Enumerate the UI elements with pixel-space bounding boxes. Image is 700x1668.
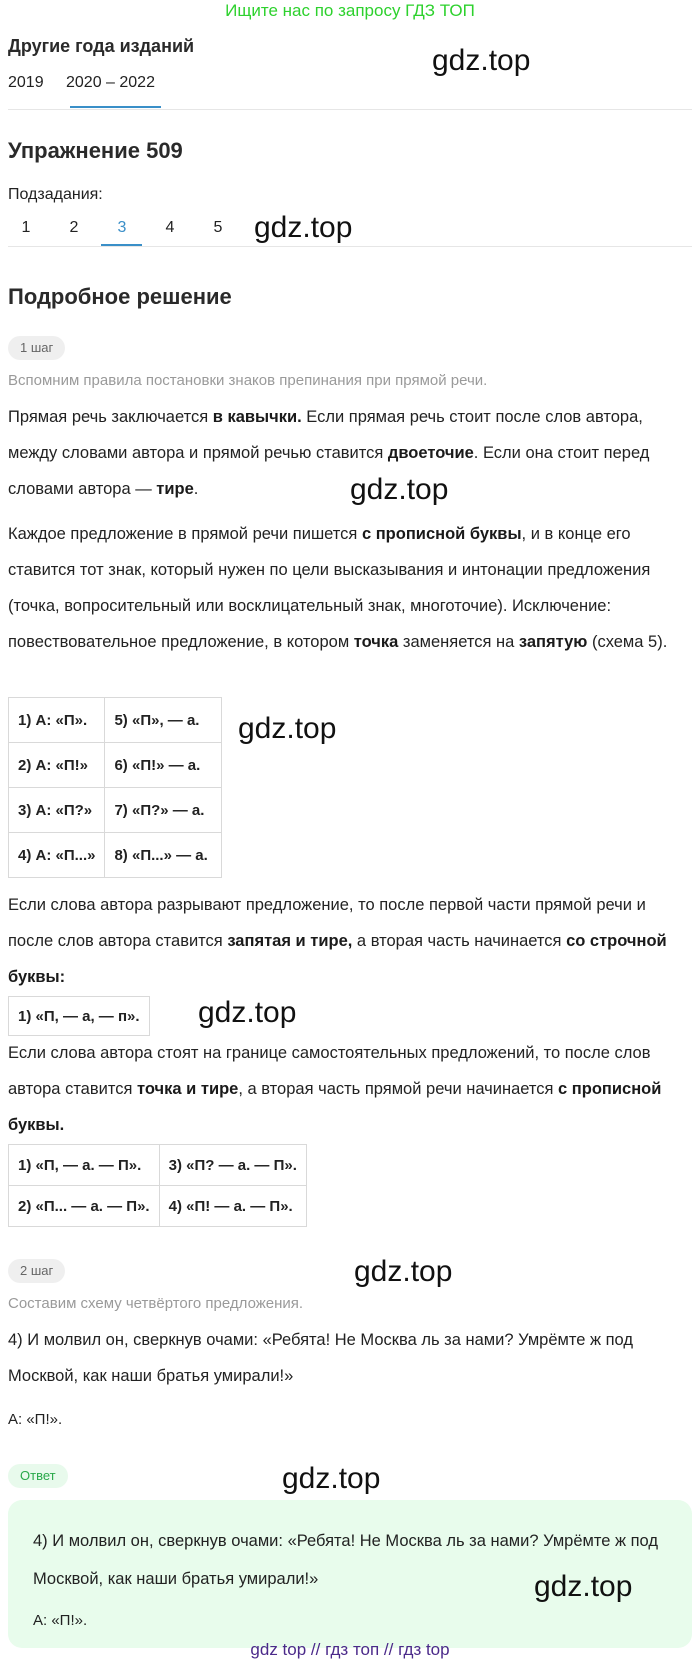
watermark: gdz.top [282, 1462, 381, 1495]
subtask-2[interactable]: 2 [69, 219, 79, 236]
schema-cell: 1) «П, — а. — П». [9, 1145, 160, 1186]
paragraph: Прямая речь заключается в кавычки. Если прямая речь стоит после слов автора, между словами автора и прямой речью ставится двоеточие. Если она стоит перед словами автора — тире. [8, 408, 650, 498]
schema-cell: 1) А: «П». [9, 698, 105, 743]
schema-cell: 5) «П», — а. [105, 698, 222, 743]
watermark: gdz.top [350, 473, 449, 506]
search-banner: Ищите нас по запросу ГДЗ ТОП [225, 1, 475, 20]
schema-cell: 8) «П...» — а. [105, 833, 222, 878]
watermark: gdz.top [254, 211, 353, 244]
watermark: gdz.top [238, 712, 337, 745]
watermark: gdz.top [198, 996, 297, 1029]
subtasks-label: Подзадания: [8, 186, 103, 203]
active-edition-indicator [70, 106, 161, 108]
schema-cell: 1) «П, — а, — п». [9, 997, 150, 1036]
schema-cell: 4) А: «П...» [9, 833, 105, 878]
editions-tabs [8, 74, 208, 98]
answer-badge: Ответ [8, 1464, 68, 1488]
schema-table [8, 1144, 307, 1227]
subtask-3[interactable]: 3 [117, 219, 127, 236]
schema-table [8, 996, 150, 1036]
step-badge: 2 шаг [8, 1259, 65, 1283]
schema-cell: 2) «П... — а. — П». [9, 1186, 160, 1227]
watermark: gdz.top [534, 1570, 633, 1603]
paragraph: Каждое предложение в прямой речи пишется с прописной буквы, и в конце его ставится тот знак, который нужен по цели высказывания и интонации предложения (точка, вопросительный или восклицательный знак, многоточие). Исключение: повествовательное предложение, в котором точка заменяется на запятую (схема 5). [8, 525, 668, 651]
step-hint: Вспомним правила постановки знаков препинания при прямой речи. [8, 372, 488, 389]
paragraph: Если слова автора разрывают предложение, то после первой части прямой речи и после слов автора ставится запятая и тире, а вторая часть начинается со строчной буквы: [8, 896, 667, 986]
schema-cell: 7) «П?» — а. [105, 788, 222, 833]
schema-cell: 2) А: «П!» [9, 743, 105, 788]
sentence-scheme: А: «П!». [8, 1411, 63, 1428]
exercise-title: Упражнение 509 [8, 138, 183, 163]
subtask-4[interactable]: 4 [165, 219, 175, 236]
tab-year-2019[interactable]: 2019 [8, 74, 44, 91]
step-hint: Составим схему четвёртого предложения. [8, 1295, 304, 1312]
editions-title: Другие года изданий [8, 36, 195, 56]
schema-cell: 3) А: «П?» [9, 788, 105, 833]
subtask-5[interactable]: 5 [213, 219, 223, 236]
schema-cell: 3) «П? — а. — П». [159, 1145, 306, 1186]
answer-sentence: 4) И молвил он, сверкнув очами: «Ребята! Не Москва ль за нами? Умрёмте ж под Москвой, как наши братья умирали!» [33, 1532, 659, 1588]
schema-cell: 4) «П! — а. — П». [159, 1186, 306, 1227]
watermark: gdz.top [432, 44, 531, 77]
paragraph: 4) И молвил он, сверкнув очами: «Ребята! Не Москва ль за нами? Умрёмте ж под Москвой, как наши братья умирали!» [8, 1331, 634, 1385]
answer-scheme: А: «П!». [33, 1612, 88, 1629]
step-badge: 1 шаг [8, 336, 65, 360]
paragraph: Если слова автора стоят на границе самостоятельных предложений, то после слов автора ставится точка и тире, а вторая часть прямой речи начинается с прописной буквы. [8, 1044, 662, 1134]
schema-cell: 6) «П!» — а. [105, 743, 222, 788]
footer-links[interactable]: gdz top // гдз топ // гдз top [250, 1640, 450, 1659]
divider [8, 246, 692, 247]
divider [8, 109, 692, 110]
schema-table [8, 697, 222, 878]
watermark: gdz.top [354, 1255, 453, 1288]
subtask-1[interactable]: 1 [21, 219, 31, 236]
solution-title: Подробное решение [8, 284, 232, 309]
tab-year-2020-2022[interactable]: 2020 – 2022 [66, 74, 155, 91]
